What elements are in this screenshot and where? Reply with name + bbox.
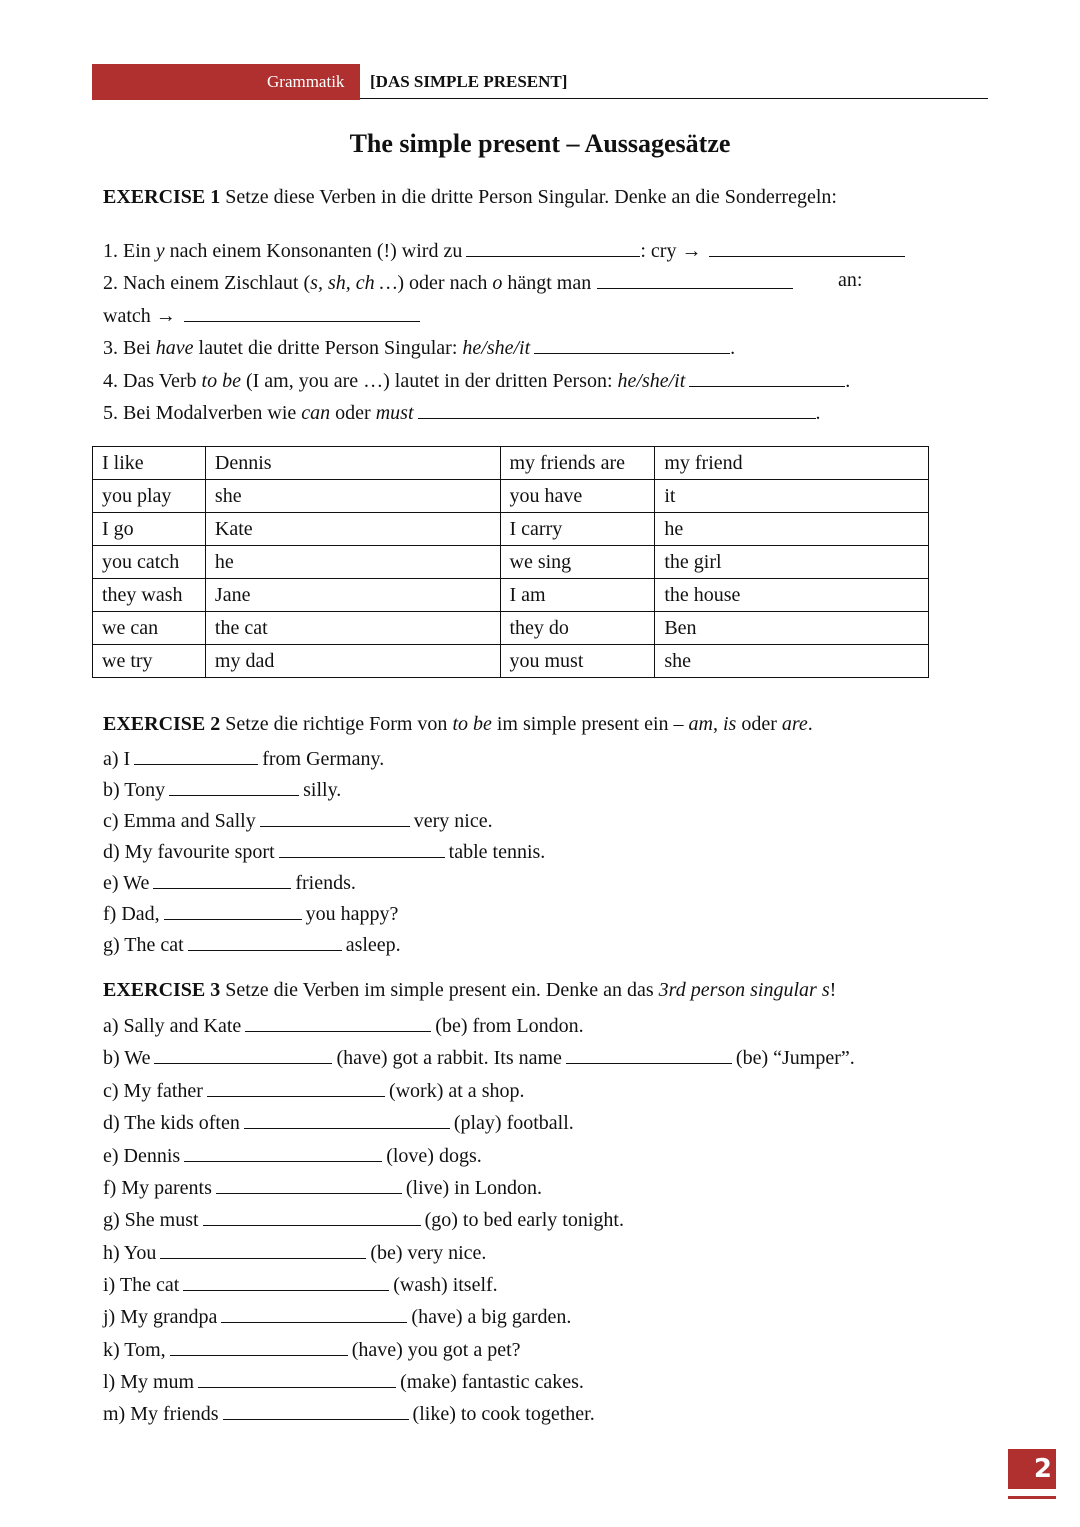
exercise-2-item: [103, 808, 493, 831]
rule-2-text-c: hängt man: [502, 272, 592, 294]
header-category: Grammatik: [267, 72, 345, 91]
rule-2-text-b: ) oder nach: [397, 272, 493, 294]
answer-blank[interactable]: [183, 1272, 389, 1291]
item-suffix: asleep.: [345, 934, 401, 956]
table-cell: you must: [500, 645, 655, 678]
rule-2-text: 2. Nach einem Zischlaut (: [103, 272, 311, 294]
table-cell: Ben: [655, 612, 929, 645]
table-cell: she: [205, 480, 500, 513]
item-suffix: (love) dogs.: [386, 1145, 482, 1167]
item-prefix: b) Tony: [103, 779, 166, 801]
exercise-3-item: [103, 1272, 498, 1295]
item-suffix: silly.: [303, 779, 342, 801]
item-suffix: from Germany.: [262, 748, 385, 770]
item-suffix: very nice.: [413, 810, 493, 832]
item-prefix: f) My parents: [103, 1177, 212, 1199]
exercise-2-comma: ,: [712, 713, 723, 735]
header-title: [DAS SIMPLE PRESENT]: [370, 72, 568, 91]
rule-2-example-text: watch →: [103, 305, 176, 327]
table-row: [93, 513, 929, 546]
table-cell: you play: [93, 480, 206, 513]
exercise-3-item: [103, 1045, 855, 1068]
exercise-3-item: [103, 1110, 574, 1133]
table-cell: the girl: [655, 546, 929, 579]
page-number: 2: [1008, 1449, 1056, 1489]
table-cell: I carry: [500, 513, 655, 546]
answer-blank[interactable]: [160, 1240, 366, 1259]
exercise-2-heading: [103, 714, 813, 734]
answer-blank[interactable]: [260, 808, 410, 827]
exercise-2-item: [103, 901, 398, 924]
item-prefix: e) We: [103, 872, 150, 894]
rule-3-verb: have: [155, 337, 194, 359]
table-cell: I like: [93, 447, 206, 480]
rule-2-example: [103, 303, 424, 326]
exercise-3-label: EXERCISE 3: [103, 979, 221, 1001]
table-row: [93, 579, 929, 612]
verb-table: [92, 446, 929, 678]
rule-1-letter: y: [155, 240, 165, 262]
item-suffix: (make) fantastic cakes.: [400, 1371, 584, 1393]
item-prefix: g) The cat: [103, 934, 184, 956]
rule-2-blank[interactable]: [597, 270, 793, 289]
rule-4: [103, 368, 850, 391]
item-prefix: g) She must: [103, 1209, 199, 1231]
table-row: [93, 645, 929, 678]
exercise-2-are: are: [781, 713, 808, 735]
table-cell: we can: [93, 612, 206, 645]
rule-5-period: .: [815, 402, 821, 424]
answer-blank[interactable]: [198, 1369, 396, 1388]
rule-4-period: .: [845, 370, 851, 392]
item-suffix-2: (be) “Jumper”.: [735, 1047, 855, 1069]
table-cell: we try: [93, 645, 206, 678]
answer-blank[interactable]: [203, 1207, 421, 1226]
item-suffix: (be) from London.: [435, 1015, 584, 1037]
answer-blank[interactable]: [244, 1110, 450, 1129]
item-prefix: j) My grandpa: [103, 1306, 218, 1328]
item-prefix: i) The cat: [103, 1274, 180, 1296]
item-suffix: (go) to bed early tonight.: [424, 1209, 624, 1231]
rule-4-pronouns: he/she/it: [617, 370, 686, 392]
exercise-3-item: [103, 1369, 584, 1392]
table-row: [93, 612, 929, 645]
rule-4-verb: to be: [201, 370, 241, 392]
rule-5-text-b: oder: [330, 402, 376, 424]
item-prefix: e) Dennis: [103, 1145, 181, 1167]
table-cell: you have: [500, 480, 655, 513]
item-suffix: (be) very nice.: [370, 1242, 487, 1264]
table-cell: it: [655, 480, 929, 513]
exercise-2-label: EXERCISE 2: [103, 713, 221, 735]
page-number-rule: [1008, 1496, 1056, 1499]
rule-4-text: 4. Das Verb: [103, 370, 202, 392]
rule-5: [103, 400, 821, 423]
answer-blank[interactable]: [164, 901, 302, 920]
table-row: [93, 447, 929, 480]
exercise-3-item: [103, 1013, 584, 1036]
exercise-3-item: [103, 1207, 624, 1230]
answer-blank[interactable]: [223, 1401, 409, 1420]
rule-2: [103, 270, 797, 293]
rule-3-text-b: lautet die dritte Person Singular:: [193, 337, 463, 359]
item-prefix: d) My favourite sport: [103, 841, 275, 863]
exercise-1-label: EXERCISE 1: [103, 186, 221, 208]
answer-blank[interactable]: [184, 1143, 382, 1162]
item-suffix: (play) football.: [453, 1112, 574, 1134]
rule-1-text-b: nach einem Konsonanten (!) wird zu: [164, 240, 463, 262]
rule-2-example-blank[interactable]: [184, 303, 420, 322]
item-suffix: (have) got a rabbit. Its name: [336, 1047, 562, 1069]
exercise-2-item: [103, 839, 545, 862]
exercise-3-text: Setze die Verben im simple present ein. Denke an das: [225, 979, 659, 1001]
exercise-3-item: [103, 1078, 524, 1101]
item-suffix: (wash) itself.: [393, 1274, 498, 1296]
rule-4-blank[interactable]: [689, 368, 845, 387]
item-prefix: d) The kids often: [103, 1112, 240, 1134]
item-suffix: you happy?: [305, 903, 399, 925]
rule-2-suffix: an:: [838, 269, 863, 291]
exercise-2-text: Setze die richtige Form von: [225, 713, 453, 735]
exercise-2-am: am: [688, 713, 713, 735]
table-cell: my friend: [655, 447, 929, 480]
answer-blank[interactable]: [134, 746, 258, 765]
answer-blank[interactable]: [245, 1013, 431, 1032]
item-prefix: l) My mum: [103, 1371, 195, 1393]
exercise-2-or: oder: [736, 713, 782, 735]
table-cell: they wash: [93, 579, 206, 612]
table-cell: he: [205, 546, 500, 579]
table-cell: the cat: [205, 612, 500, 645]
exercise-2-is: is: [722, 713, 737, 735]
answer-blank-2[interactable]: [566, 1045, 732, 1064]
rule-2-sounds: s, sh, ch …: [310, 272, 398, 294]
item-suffix: (live) in London.: [405, 1177, 542, 1199]
rule-4-text-b: (I am, you are …) lautet in der dritten Person:: [240, 370, 618, 392]
table-cell: the house: [655, 579, 929, 612]
answer-blank[interactable]: [170, 1337, 348, 1356]
item-prefix: h) You: [103, 1242, 157, 1264]
table-cell: you catch: [93, 546, 206, 579]
answer-blank[interactable]: [221, 1304, 407, 1323]
table-cell: we sing: [500, 546, 655, 579]
answer-blank[interactable]: [207, 1078, 385, 1097]
item-suffix: (have) you got a pet?: [351, 1339, 521, 1361]
exercise-3-item: [103, 1304, 571, 1327]
rule-1-text: 1. Ein: [103, 240, 156, 262]
table-cell: my friends are: [500, 447, 655, 480]
table-cell: I go: [93, 513, 206, 546]
exercise-2-verb: to be: [452, 713, 492, 735]
rule-1: [103, 238, 909, 261]
exercise-2-item: [103, 870, 356, 893]
exercise-3-hint: 3rd person singular s: [658, 979, 830, 1001]
exercise-3-exclaim: !: [829, 979, 837, 1001]
page-title: The simple present – Aussagesätze: [349, 129, 731, 158]
answer-blank[interactable]: [216, 1175, 402, 1194]
item-suffix: (have) a big garden.: [411, 1306, 572, 1328]
item-prefix: m) My friends: [103, 1403, 219, 1425]
item-suffix: friends.: [295, 872, 356, 894]
rule-1-example: : cry →: [640, 240, 702, 262]
exercise-2-text-b: im simple present ein –: [491, 713, 689, 735]
table-cell: my dad: [205, 645, 500, 678]
item-prefix: a) I: [103, 748, 131, 770]
item-prefix: f) Dad,: [103, 903, 160, 925]
table-cell: Kate: [205, 513, 500, 546]
rule-3-pronouns: he/she/it: [462, 337, 531, 359]
rule-5-text: 5. Bei Modalverben wie: [103, 402, 302, 424]
item-prefix: k) Tom,: [103, 1339, 166, 1361]
table-cell: they do: [500, 612, 655, 645]
table-row: [93, 546, 929, 579]
exercise-3-item: [103, 1337, 521, 1360]
answer-blank[interactable]: [169, 777, 299, 796]
table-cell: Dennis: [205, 447, 500, 480]
answer-blank[interactable]: [154, 1045, 332, 1064]
exercise-2-item: [103, 746, 384, 769]
exercise-2-item: [103, 777, 341, 800]
rule-5-verb-must: must: [375, 402, 414, 424]
rule-3-period: .: [730, 337, 736, 359]
rule-2-letter: o: [492, 272, 503, 294]
answer-blank[interactable]: [188, 932, 342, 951]
exercise-1-heading: [103, 187, 837, 207]
exercise-3-item: [103, 1143, 482, 1166]
rule-3-text: 3. Bei: [103, 337, 156, 359]
exercise-2-period: .: [807, 713, 813, 735]
table-cell: she: [655, 645, 929, 678]
rule-1-example-blank[interactable]: [709, 238, 905, 257]
item-prefix: c) My father: [103, 1080, 203, 1102]
item-prefix: c) Emma and Sally: [103, 810, 256, 832]
rule-5-verb-can: can: [301, 402, 331, 424]
item-prefix: a) Sally and Kate: [103, 1015, 242, 1037]
rule-1-blank[interactable]: [466, 238, 640, 257]
exercise-2-item: [103, 932, 401, 955]
rule-3: [103, 335, 735, 358]
table-cell: Jane: [205, 579, 500, 612]
header-rule: [360, 98, 988, 99]
answer-blank[interactable]: [279, 839, 445, 858]
rule-3-blank[interactable]: [534, 335, 730, 354]
item-suffix: (like) to cook together.: [412, 1403, 595, 1425]
exercise-3-item: [103, 1175, 542, 1198]
answer-blank[interactable]: [153, 870, 291, 889]
table-row: [93, 480, 929, 513]
item-suffix: table tennis.: [448, 841, 546, 863]
exercise-1-instruction: Setze diese Verben in die dritte Person Singular. Denke an die Sonderregeln:: [225, 186, 837, 208]
exercise-3-item: [103, 1240, 486, 1263]
table-cell: he: [655, 513, 929, 546]
table-cell: I am: [500, 579, 655, 612]
item-suffix: (work) at a shop.: [388, 1080, 525, 1102]
exercise-3-item: [103, 1401, 595, 1424]
exercise-3-heading: [103, 980, 836, 1000]
item-prefix: b) We: [103, 1047, 151, 1069]
rule-5-blank[interactable]: [418, 400, 816, 419]
